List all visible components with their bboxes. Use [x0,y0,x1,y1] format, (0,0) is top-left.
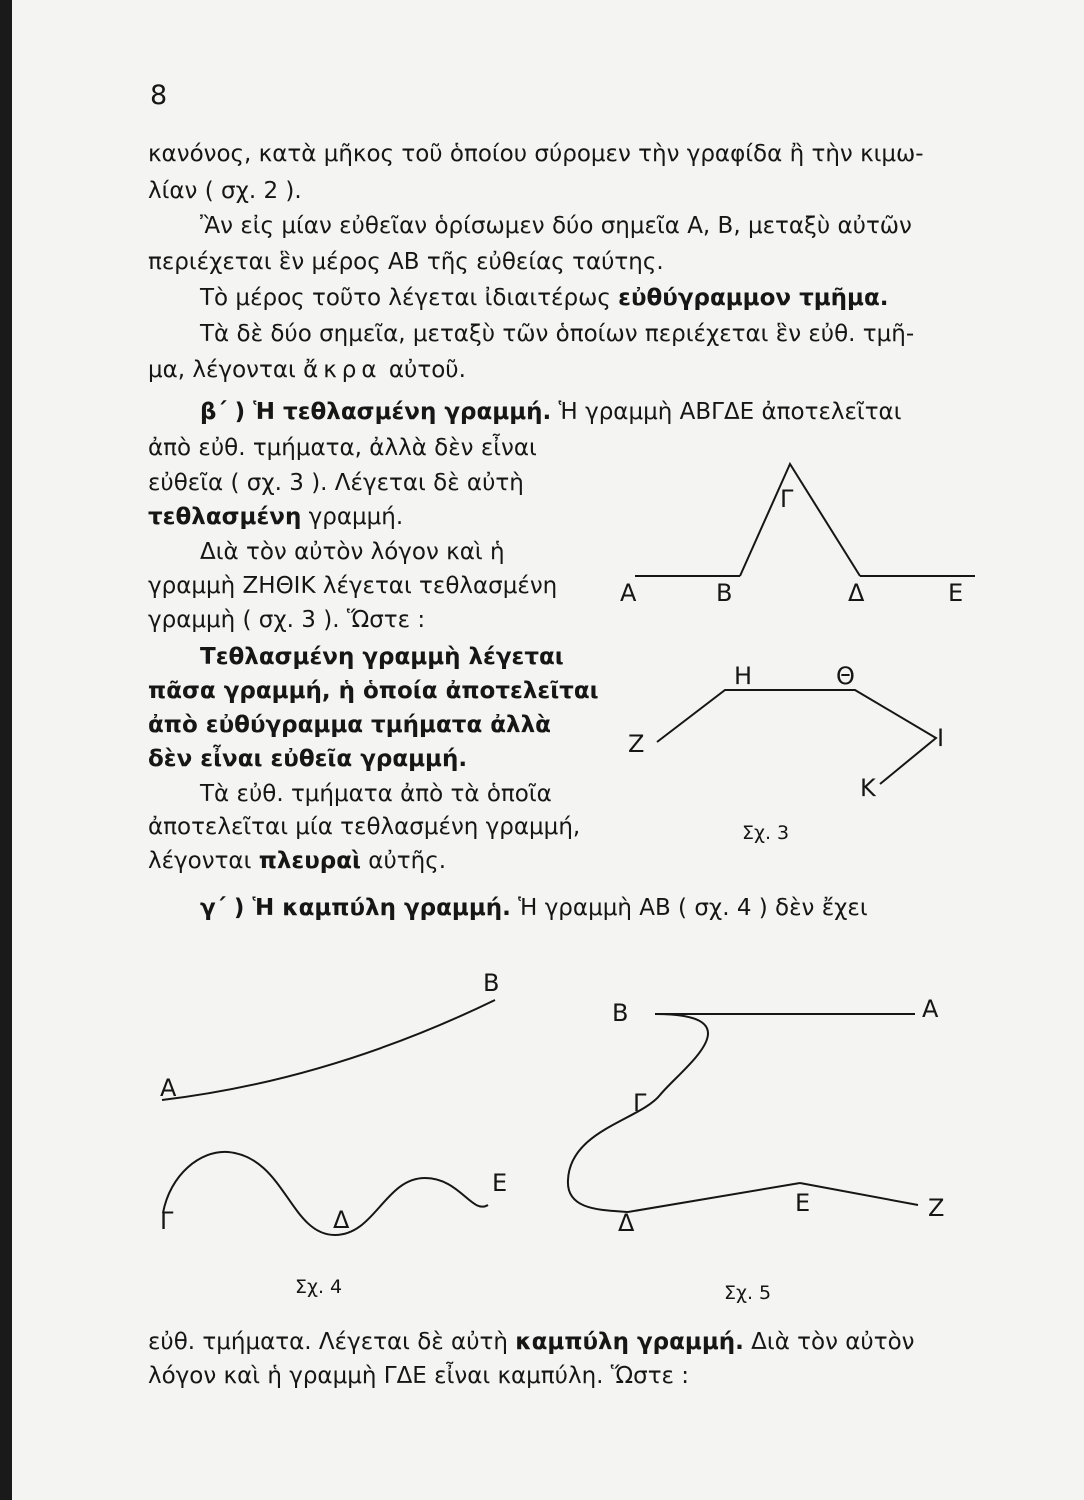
fig4-curve-GDE [163,1152,488,1235]
fig4-label-A: Α [160,1074,177,1102]
fig3-label-Z: Ζ [628,730,645,758]
fig3-label-D: Δ [848,579,865,607]
fig5-label-G: Γ [633,1089,647,1117]
fig4-label-E: Ε [492,1169,508,1197]
paragraph-line: Τὸ μέρος τοῦτο λέγεται ἰδιαιτέρως εὐθύγραμμον τμῆμα. [200,285,889,311]
paragraph-line: γραμμὴ ( σχ. 3 ). Ὥστε : [148,607,426,633]
definition-line: δὲν εἶναι εὐθεῖα γραμμή. [148,746,468,772]
fig5-line-DE [628,1183,800,1212]
term-endpoints: ἄκρα [303,357,382,383]
definition-line: Τεθλασμένη γραμμὴ λέγεται [200,644,564,670]
fig3-label-G: Γ [780,485,794,513]
definition-line: πᾶσα γραμμή, ἡ ὁποία ἀποτελεῖται [148,678,599,704]
section-heading-broken-line: β΄ ) Ἡ τεθλασμένη γραμμή. Ἡ γραμμὴ ΑΒΓΔΕ ἀποτελεῖται [200,399,902,425]
paragraph-line: κανόνος, κατὰ μῆκος τοῦ ὁποίου σύρομεν τὴν γραφίδα ἢ τὴν κιμω- [148,141,924,167]
fig3-line-ZHThIK [657,690,936,784]
fig3-label-H: Η [734,662,753,690]
fig5-caption: Σχ. 5 [724,1282,772,1304]
fig3-label-Th: Θ [836,662,855,690]
paragraph-line: περιέχεται ἓν μέρος ΑΒ τῆς εὐθείας ταύτης. [148,249,664,275]
fig4-label-D: Δ [333,1206,350,1234]
paragraph-line: τεθλασμένη γραμμή. [148,504,404,530]
fig4-label-G: Γ [160,1207,174,1235]
section-heading-curved-line: γ΄ ) Ἡ καμπύλη γραμμή. Ἡ γραμμὴ ΑΒ ( σχ. 4 ) δὲν ἔχει [200,895,868,921]
paragraph-line: Τὰ δὲ δύο σημεῖα, μεταξὺ τῶν ὁποίων περιέχεται ἓν εὐθ. τμῆ- [200,321,915,347]
page-number: 8 [150,80,168,111]
fig5-label-B: Β [612,999,629,1027]
fig4-label-B: Β [483,969,500,997]
fig4-curve-AB [162,1000,495,1100]
paragraph-line: μα, λέγονται ἄκρα αὐτοῦ. [148,357,466,383]
fig3-label-E: Ε [948,579,964,607]
fig3-label-K: Κ [860,774,876,802]
paragraph-line: Διὰ τὸν αὐτὸν λόγον καὶ ἡ [200,539,505,565]
paragraph-line: λίαν ( σχ. 2 ). [148,178,302,204]
paragraph-line: εὐθεῖα ( σχ. 3 ). Λέγεται δὲ αὐτὴ [148,470,524,496]
paragraph-line: ἀποτελεῖται μία τεθλασμένη γραμμή, [148,814,581,840]
paragraph-line: Ἂν εἰς μίαν εὐθεῖαν ὁρίσωμεν δύο σημεῖα Α, Β, μεταξὺ αὐτῶν [200,213,912,239]
paragraph-line: εὐθ. τμήματα. Λέγεται δὲ αὐτὴ καμπύλη γραμμή. Διὰ τὸν αὐτὸν [148,1329,915,1355]
paragraph-line: ἀπὸ εὐθ. τμήματα, ἀλλὰ δὲν εἶναι [148,435,537,461]
fig3-label-B: Β [716,579,733,607]
paragraph-line: λόγον καὶ ἡ γραμμὴ ΓΔΕ εἶναι καμπύλη. Ὥστε : [148,1363,690,1389]
term-line-segment: εὐθύγραμμον τμῆμα. [618,285,889,311]
fig3-caption: Σχ. 3 [742,822,790,844]
paragraph-line: Τὰ εὐθ. τμήματα ἀπὸ τὰ ὁποῖα [200,781,552,807]
fig5-label-Z: Ζ [928,1194,945,1222]
term-curved: καμπύλη γραμμή. [515,1329,744,1355]
fig5-label-E: Ε [795,1189,811,1217]
paragraph-line: λέγονται πλευραὶ αὐτῆς. [148,848,447,874]
definition-line: ἀπὸ εὐθύγραμμα τμήματα ἀλλὰ [148,712,551,738]
term-sides: πλευραὶ [258,848,361,874]
fig5-line-EZ [800,1183,918,1205]
fig3-line-BGD [740,464,860,576]
fig5-label-D: Δ [618,1209,635,1237]
fig4-caption: Σχ. 4 [295,1276,343,1298]
fig5-label-A: Α [922,995,939,1023]
fig3-label-I: Ι [937,724,945,752]
paragraph-line: γραμμὴ ΖΗΘΙΚ λέγεται τεθλασμένη [148,573,558,599]
term-broken: τεθλασμένη [148,504,302,530]
fig3-label-A: Α [620,579,637,607]
